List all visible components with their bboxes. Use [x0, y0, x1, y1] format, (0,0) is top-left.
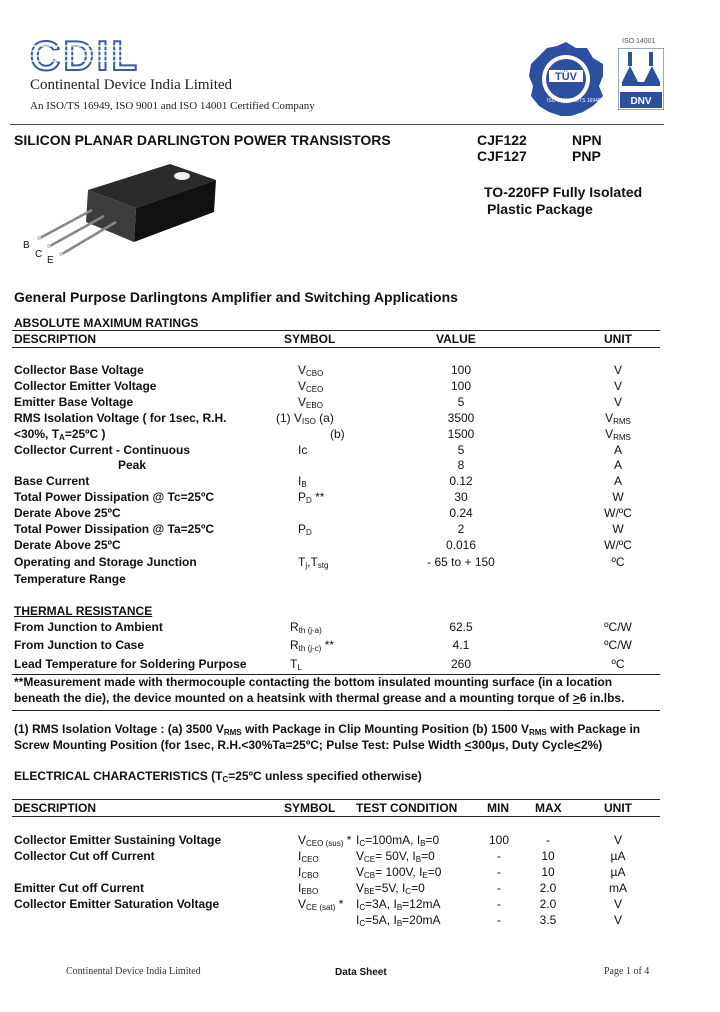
abs-row-description: [14, 538, 121, 552]
thermal-row-description: From Junction to Case: [14, 638, 145, 652]
symbol-text: I: [298, 474, 302, 488]
symbol-subscript: EBO: [301, 887, 319, 896]
electrical-row-test-condition: [356, 849, 435, 864]
description-text: Derate Above 25ºC: [14, 506, 121, 520]
test-tail: =3A, I: [365, 897, 397, 911]
electrical-row-description: Emitter Cut off Current: [14, 881, 144, 895]
col-symbol: SYMBOL: [284, 332, 336, 346]
abs-row-value: 100: [450, 379, 472, 393]
symbol-subscript: D: [306, 528, 312, 537]
electrical-row-unit: V: [613, 833, 622, 847]
description-tail: =25ºC ): [64, 427, 106, 441]
company-logo: [28, 34, 138, 78]
symbol-subscript: CEO: [306, 385, 324, 394]
application-heading: General Purpose Darlingtons Amplifier and Switching Applications: [14, 289, 458, 305]
description-text: Peak: [118, 458, 147, 472]
el-col-min: MIN: [487, 801, 509, 815]
abs-row-symbol: [298, 379, 323, 394]
test-tail-2: =0: [425, 833, 440, 847]
symbol-subscript: th (j-a): [298, 626, 322, 635]
abs-row-symbol: [276, 411, 334, 426]
thermal-row-unit: ºC/W: [604, 620, 632, 634]
pin-label-c: C: [35, 249, 43, 260]
footer-doc-type: Data Sheet: [335, 967, 387, 978]
electrical-row-max: 10: [541, 849, 555, 863]
symbol-text: R: [290, 638, 299, 652]
test-tail: = 100V, I: [375, 865, 423, 879]
test-tail: = 50V, I: [375, 849, 416, 863]
description-subscript: A: [59, 433, 65, 442]
test-tail: =5V, I: [374, 881, 406, 895]
unit-text: A: [613, 474, 622, 488]
abs-row-unit: [588, 474, 648, 488]
symbol-text: V: [294, 411, 303, 425]
electrical-row-min: -: [497, 897, 501, 911]
el-col-description: DESCRIPTION: [14, 801, 97, 815]
isolation-note-line-1: (1) RMS Isolation Voltage : (a) 3500 $V_{RMS}$ with Package in Clip Mounting Position (b) 1500 $V_{RMS}$ with Package in: [14, 722, 641, 737]
transistor-package-image: [20, 160, 220, 270]
symbol-suffix: **: [324, 638, 335, 652]
company-name: Continental Device India Limited: [30, 77, 233, 93]
abs-row-unit: [588, 458, 648, 472]
test-tail-2: =0: [421, 849, 435, 863]
abs-row-description: [14, 443, 190, 457]
tagline: An ISO/TS 16949, ISO 9001 and ISO 14001 Certified Company: [30, 100, 315, 112]
unit-text: W: [612, 522, 624, 536]
symbol-text: T: [290, 657, 298, 671]
test-subscript-2: B: [420, 839, 426, 848]
symbol-subscript: CBO: [306, 369, 324, 378]
dnv-seal: [618, 48, 664, 110]
symbol-suffix: (a): [319, 411, 334, 425]
description-text: Temperature Range: [14, 572, 126, 586]
symbol-mid: ,T: [307, 555, 318, 569]
description-text: Collector Base Voltage: [14, 363, 144, 377]
symbol-text: P: [298, 490, 307, 504]
unit-subscript: RMS: [613, 433, 631, 442]
abs-row-description: [14, 506, 121, 520]
abs-row-unit: [588, 379, 648, 393]
el-col-test-condition: TEST CONDITION: [356, 801, 458, 815]
description-text: Emitter Base Voltage: [14, 395, 134, 409]
abs-row-unit: [588, 411, 648, 426]
symbol-subscript: L: [297, 663, 302, 672]
abs-row-description: [14, 379, 156, 393]
thermal-row-description: Lead Temperature for Soldering Purpose: [14, 657, 247, 671]
electrical-heading: ELECTRICAL CHARACTERISTICS ($T_C=25ºC$ unless specified otherwise): [14, 769, 422, 784]
electrical-row-test-condition: [356, 833, 439, 848]
abs-row-symbol: [298, 555, 328, 570]
symbol-suffix: (b): [330, 427, 345, 441]
abs-row-unit: [588, 363, 648, 377]
electrical-row-test-condition: [356, 913, 441, 928]
description-text: Collector Emitter Voltage: [14, 379, 157, 393]
symbol-text: V: [298, 379, 307, 393]
el-col-symbol: SYMBOL: [284, 801, 336, 815]
tuv-ring-right: ISO/TS 16949: [569, 98, 601, 104]
test-text: I: [356, 913, 360, 927]
test-subscript-2: C: [405, 887, 412, 896]
symbol-subscript: CE (sat): [306, 903, 336, 912]
tuv-seal: [527, 40, 605, 118]
abs-row-unit: [588, 490, 648, 504]
thermal-note-line-2: beneath the die), the device mounted on a heatsink with thermal grease and a mounting torque of >6 in.lbs.: [14, 691, 625, 705]
part-number-2: CJF127: [477, 148, 527, 164]
symbol-subscript: D: [306, 496, 312, 505]
abs-row-value: 1500: [447, 427, 475, 441]
el-col-unit: UNIT: [604, 801, 632, 815]
test-subscript: C: [359, 839, 366, 848]
electrical-rule-header: [12, 816, 660, 817]
test-subscript-2: E: [422, 871, 428, 880]
electrical-row-max: -: [546, 833, 550, 847]
electrical-row-description: Collector Emitter Saturation Voltage: [14, 897, 220, 911]
electrical-row-max: 2.0: [539, 897, 557, 911]
electrical-row-min: -: [497, 881, 501, 895]
electrical-row-test-condition: [356, 897, 441, 912]
abs-row-unit: [588, 555, 648, 569]
electrical-row-min: -: [497, 913, 501, 927]
description-text: Total Power Dissipation @ Tc=25ºC: [14, 490, 215, 504]
test-text: I: [356, 833, 360, 847]
abs-row-unit: [588, 538, 648, 552]
type-npn: NPN: [572, 132, 602, 148]
col-description: DESCRIPTION: [14, 332, 97, 346]
electrical-row-max: 2.0: [539, 881, 557, 895]
abs-row-symbol: [298, 522, 312, 537]
thermal-row-value: 4.1: [452, 638, 470, 652]
electrical-rule-top: [12, 799, 660, 800]
part-number-1: CJF122: [477, 132, 527, 148]
tuv-ring-left: ISO 9001: [547, 98, 569, 104]
abs-row-value: 8: [457, 458, 465, 472]
electrical-row-symbol: [298, 897, 343, 912]
unit-text: W/ºC: [604, 538, 632, 552]
symbol-text: Ic: [298, 443, 308, 457]
electrical-row-test-condition: [356, 865, 441, 880]
test-text: V: [356, 881, 365, 895]
test-tail-2: =0: [411, 881, 425, 895]
description-text: Derate Above 25ºC: [14, 538, 121, 552]
test-subscript-2: B: [396, 903, 403, 912]
package-line-1: TO-220FP Fully Isolated: [484, 184, 643, 200]
package-line-2: Plastic Package: [487, 201, 593, 217]
thermal-row-value: 260: [450, 657, 472, 671]
electrical-row-symbol: [298, 833, 351, 848]
el-col-max: MAX: [535, 801, 562, 815]
symbol-subscript: EBO: [306, 401, 323, 410]
thermal-row-value: 62.5: [449, 620, 473, 634]
symbol-text: I: [298, 849, 302, 863]
symbol-subscript-2: stg: [317, 561, 329, 570]
thermal-note-rule: [12, 710, 660, 711]
page-title: SILICON PLANAR DARLINGTON POWER TRANSISTORS: [14, 132, 391, 148]
electrical-row-unit: V: [613, 897, 622, 911]
symbol-subscript: B: [301, 480, 307, 489]
abs-row-symbol: [330, 427, 345, 441]
type-pnp: PNP: [572, 148, 601, 164]
abs-max-rule-header: [12, 347, 660, 348]
symbol-text: I: [298, 881, 302, 895]
abs-row-value: 0.016: [445, 538, 477, 552]
test-text: V: [356, 849, 365, 863]
abs-row-value: 3500: [447, 411, 475, 425]
dnv-label: DNV: [630, 96, 652, 107]
test-tail-2: =20mA: [402, 913, 441, 927]
test-tail: =100mA, I: [365, 833, 421, 847]
symbol-text: V: [298, 395, 307, 409]
abs-row-value: 2: [457, 522, 465, 536]
thermal-note-line-1: **Measurement made with thermocouple contacting the bottom insulated mounting surface (in a location: [14, 675, 613, 689]
symbol-text: V: [298, 833, 307, 847]
electrical-row-max: 10: [541, 865, 555, 879]
abs-row-value: 5: [457, 443, 465, 457]
abs-row-unit: [588, 427, 648, 442]
electrical-row-description: Collector Cut off Current: [14, 849, 155, 863]
footer-company: Continental Device India Limited: [66, 966, 201, 977]
abs-row-description: [14, 490, 214, 504]
unit-text: W: [612, 490, 624, 504]
symbol-text: V: [298, 363, 307, 377]
thermal-row-description: From Junction to Ambient: [14, 620, 163, 634]
test-subscript: C: [359, 903, 366, 912]
electrical-row-symbol: [298, 849, 319, 864]
unit-text: A: [613, 443, 622, 457]
thermal-row-symbol: [290, 638, 334, 653]
electrical-row-unit: mA: [609, 881, 627, 895]
isolation-note-line-2: Screw Mounting Position (for 1sec, R.H.<30%Ta=25ºC; Pulse Test: Pulse Width <300µs, Duty Cycle<2%): [14, 738, 603, 752]
test-subscript-2: B: [396, 919, 403, 928]
test-subscript: CB: [364, 871, 376, 880]
abs-row-value: 30: [454, 490, 468, 504]
electrical-row-max: 3.5: [539, 913, 557, 927]
pin-label-e: E: [47, 255, 54, 266]
abs-row-description: [14, 555, 197, 569]
abs-row-description: [118, 458, 146, 472]
electrical-row-min: -: [497, 849, 501, 863]
test-subscript-2: B: [415, 855, 422, 864]
electrical-row-symbol: [298, 881, 318, 896]
electrical-row-unit: µA: [610, 849, 626, 863]
symbol-subscript: CEO (sus): [306, 839, 344, 848]
abs-row-unit: [588, 522, 648, 536]
test-subscript: BE: [364, 887, 375, 896]
description-text: Operating and Storage Junction: [14, 555, 197, 569]
electrical-row-test-condition: [356, 881, 425, 896]
unit-subscript: RMS: [613, 417, 631, 426]
unit-text: W/ºC: [604, 506, 632, 520]
abs-row-description: [14, 474, 89, 488]
logo-text: CDIL: [30, 34, 138, 78]
abs-row-symbol: [298, 363, 323, 378]
test-tail-2: =0: [427, 865, 442, 879]
symbol-text: V: [298, 897, 307, 911]
test-subscript: C: [359, 919, 366, 928]
description-text: Collector Current - Continuous: [14, 443, 190, 457]
test-text: V: [356, 865, 365, 879]
abs-row-description: [14, 572, 126, 586]
abs-row-symbol: [298, 474, 307, 489]
symbol-subscript: CBO: [301, 871, 319, 880]
abs-row-unit: [588, 395, 648, 409]
symbol-text: P: [298, 522, 307, 536]
unit-text: V: [613, 363, 622, 377]
iso-label: ISO 14001: [622, 38, 656, 45]
abs-row-description: [14, 395, 133, 409]
electrical-row-symbol: [298, 865, 319, 880]
tuv-label: TÜV: [555, 71, 577, 83]
abs-row-symbol: [298, 443, 307, 457]
electrical-row-min: 100: [488, 833, 510, 847]
symbol-subscript: th (j-c): [298, 644, 322, 653]
pin-label-b: B: [23, 240, 30, 251]
thermal-row-symbol: [290, 657, 302, 672]
description-text: <30%, T: [14, 427, 60, 441]
abs-row-description: [14, 522, 214, 536]
symbol-text: R: [290, 620, 299, 634]
thermal-row-unit: ºC: [611, 657, 625, 671]
abs-row-symbol: [298, 490, 324, 505]
symbol-subscript: ISO: [302, 417, 316, 426]
abs-row-unit: [588, 443, 648, 457]
symbol-subscript: CEO: [301, 855, 319, 864]
electrical-row-unit: V: [613, 913, 622, 927]
footer-page-number: Page 1 of 4: [604, 966, 650, 977]
electrical-row-min: -: [497, 865, 501, 879]
symbol-prefix: (1): [276, 411, 291, 425]
description-text: Base Current: [14, 474, 90, 488]
symbol-suffix: **: [315, 490, 325, 504]
col-value: VALUE: [436, 332, 476, 346]
test-tail: =5A, I: [365, 913, 397, 927]
unit-text: V: [605, 411, 614, 425]
electrical-row-unit: µA: [610, 865, 626, 879]
abs-row-unit: [588, 506, 648, 520]
abs-max-heading: ABSOLUTE MAXIMUM RATINGS: [14, 316, 199, 330]
symbol-text: T: [298, 555, 306, 569]
abs-row-value: 100: [450, 363, 472, 377]
abs-row-value: 0.24: [449, 506, 473, 520]
abs-row-symbol: [298, 395, 323, 410]
abs-max-rule-top: [12, 330, 660, 331]
unit-text: V: [613, 395, 622, 409]
description-text: RMS Isolation Voltage ( for 1sec, R.H.: [14, 411, 227, 425]
unit-text: A: [613, 458, 622, 472]
abs-row-value: - 65 to + 150: [427, 555, 495, 569]
electrical-row-description: Collector Emitter Sustaining Voltage: [14, 833, 222, 847]
thermal-heading: THERMAL RESISTANCE: [14, 604, 153, 618]
thermal-row-unit: ºC/W: [604, 638, 632, 652]
abs-row-value: 5: [457, 395, 465, 409]
col-unit: UNIT: [604, 332, 632, 346]
symbol-text: I: [298, 865, 302, 879]
abs-row-value: 0.12: [449, 474, 473, 488]
symbol-suffix: *: [346, 833, 352, 847]
test-subscript: CE: [364, 855, 376, 864]
test-tail-2: =12mA: [402, 897, 441, 911]
unit-text: V: [613, 379, 622, 393]
unit-text: ºC: [611, 555, 625, 569]
test-text: I: [356, 897, 360, 911]
header-divider: [10, 124, 664, 125]
thermal-row-symbol: [290, 620, 322, 635]
symbol-suffix: *: [338, 897, 344, 911]
abs-row-description: [14, 363, 144, 377]
symbol-subscript: j: [305, 561, 308, 570]
description-text: Total Power Dissipation @ Ta=25ºC: [14, 522, 215, 536]
abs-row-description: [14, 427, 106, 442]
unit-text: V: [605, 427, 614, 441]
abs-row-description: [14, 411, 226, 425]
